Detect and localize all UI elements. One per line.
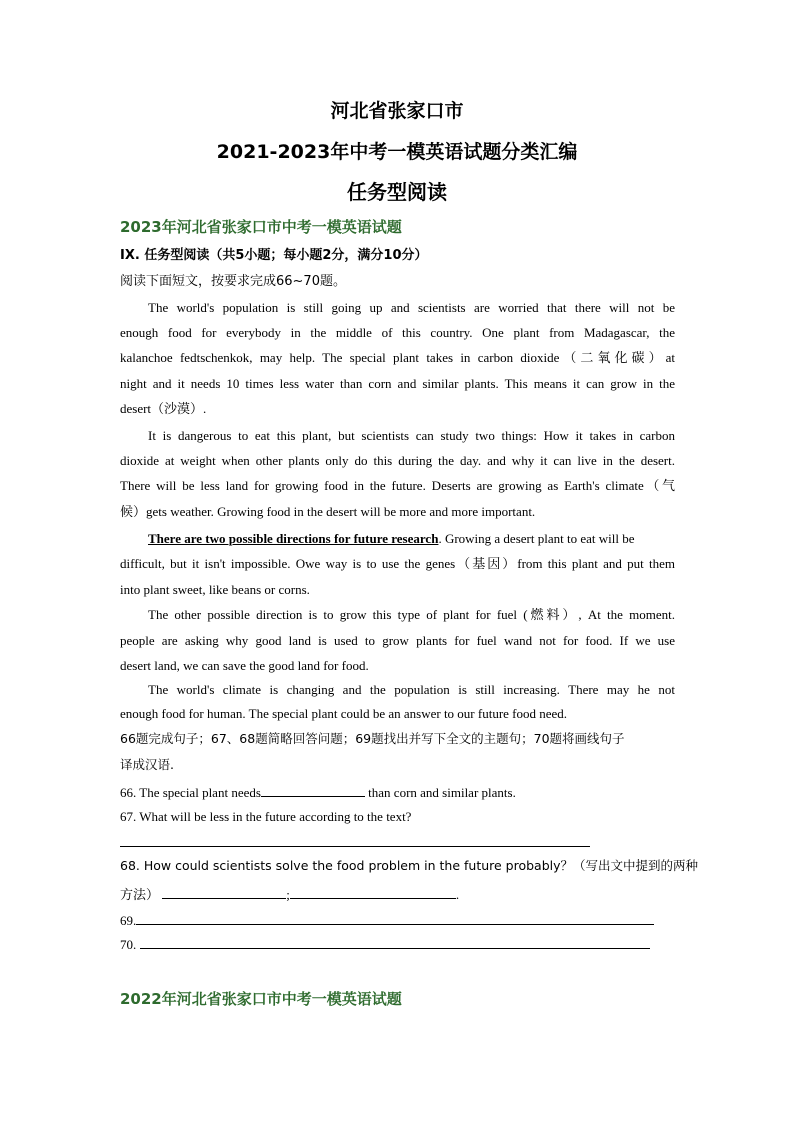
title-collection: 2021-2023年中考一模英语试题分类汇编 [216,141,578,163]
title-region: 河北省张家口市 [330,100,464,122]
p3-line: difficult, but it isn't impossible. Owe way is to use the genes（基因）from this plant and put them [120,556,675,571]
p4-line: The other possible direction is to grow this type of plant for fuel (燃料）, At the moment. [148,607,675,622]
section-heading-2022: 2022年河北省张家口市中考一模英语试题 [120,990,402,1008]
p3-rest: . Growing a desert plant to eat will be [438,531,635,546]
p4-line: people are asking why good land is used to grow plants for fuel wand not for food. If we use [120,633,675,648]
p5-line: enough food for human. The special plant could be an answer to our future food need. [120,706,568,721]
question-67: 67. What will be less in the future according to the text? [120,809,412,824]
underlined-sentence: There are two possible directions for future research [148,531,439,546]
q70-answer-blank[interactable] [140,934,650,949]
p1-line: desert（沙漠）. [120,401,207,416]
p1-line: The world's population is still going up and scientists are worried that there will not be [148,300,675,315]
question-68-methods [120,884,675,906]
question-69 [120,910,675,931]
p3-line: into plant sweet, like beans or corns. [120,582,310,597]
q69-answer-blank[interactable] [136,910,654,925]
q68-end: . [455,887,460,902]
question-70 [120,934,675,955]
p4-line: desert land, we can save the good land for food. [120,658,369,673]
p2-line: 候）gets weather. Growing food in the desert will be more and more important. [120,504,536,519]
q67-answer-line[interactable] [120,846,590,847]
p2-line: It is dangerous to eat this plant, but scientists can study two things: How it takes in carbon [148,428,675,443]
part-title: IX. 任务型阅读（共5小题；每小题2分，满分10分） [120,248,428,263]
q66-answer-blank[interactable] [261,782,365,797]
q66-end: than corn and similar plants. [368,785,516,800]
p5-line: The world's climate is changing and the population is still increasing. There may he not [148,682,675,697]
p2-line: There will be less land for growing food in the future. Deserts are growing as Earth's climate（气 [120,478,675,493]
q68-separator: ; [286,887,290,902]
task-instruction: 译成汉语. [120,757,174,772]
question-66 [120,782,675,803]
reading-instruction: 阅读下面短文，按要求完成66~70题。 [120,274,346,289]
p2-line: dioxide at weight when other plants only do this during the day. and why it can live in the desert. [120,453,675,468]
q66-start: 66. The special plant needs [120,785,261,800]
q68-answer-blank-2[interactable] [290,884,456,899]
question-68: 68. How could scientists solve the food problem in the future probably？（写出文中提到的两种 [120,858,699,873]
q70-label: 70. [120,937,137,952]
p1-line: enough food for everybody in the middle of this country. One plant from Madagascar, the [120,325,675,340]
p1-line: night and it needs 10 times less water than corn and similar plants. This means it can grow in the [120,376,675,391]
p3-first-line [120,529,675,549]
task-instruction: 66题完成句子；67、68题简略回答问题；69题找出并写下全文的主题句；70题将画线句子 [120,731,625,746]
q68-answer-blank-1[interactable] [162,884,286,899]
title-topic: 任务型阅读 [347,180,447,204]
q68-label: 方法） [120,888,160,903]
p1-line: kalanchoe fedtschenkok, may help. The special plant takes in carbon dioxide（二氧化碳）at [120,350,675,365]
q69-label: 69. [120,913,137,928]
section-heading-2023: 2023年河北省张家口市中考一模英语试题 [120,218,402,236]
